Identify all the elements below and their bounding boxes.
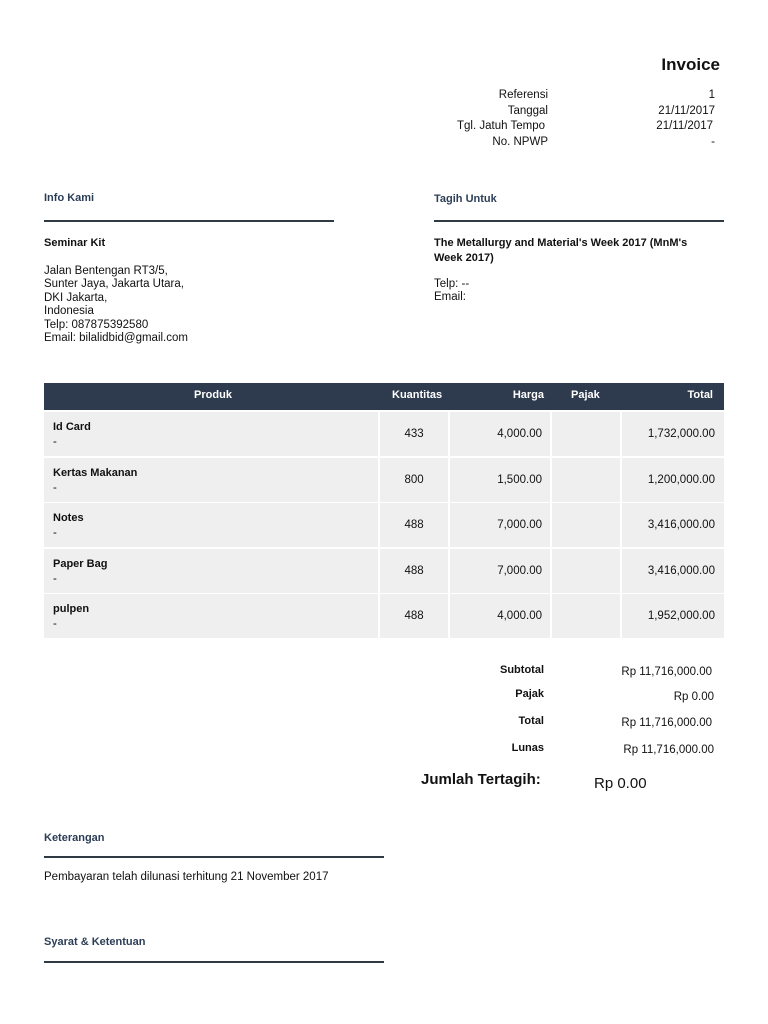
- meta-row-npwp: [420, 135, 720, 151]
- cell-quantity: 488: [380, 549, 448, 593]
- cell-total: 3,416,000.00: [622, 503, 724, 547]
- meta-row-due-date: [420, 119, 720, 135]
- meta-value: 21/11/2017: [656, 120, 713, 132]
- paid-label: Lunas: [511, 742, 544, 754]
- amount-due-value: Rp 0.00: [594, 775, 647, 792]
- total-value: Rp 11,716,000.00: [621, 717, 712, 729]
- address-line: DKI Jakarta,: [44, 291, 108, 304]
- cell-price: 7,000.00: [450, 503, 550, 547]
- cell-product: [44, 594, 378, 638]
- recipient-phone: Telp: --: [434, 278, 470, 290]
- header-price: Harga: [512, 389, 544, 401]
- meta-row-reference: [420, 88, 720, 104]
- meta-value: 21/11/2017: [658, 104, 715, 117]
- cell-quantity: 488: [380, 594, 448, 638]
- sender-email: Email: bilalidbid@gmail.com: [44, 332, 188, 345]
- sender-divider: [44, 220, 334, 222]
- amount-due-label: Jumlah Tertagih:: [421, 771, 541, 788]
- product-desc: -: [53, 481, 57, 494]
- header-product: Produk: [194, 389, 232, 401]
- items-table: [44, 383, 724, 640]
- recipient-name-line: The Metallurgy and Material's Week 2017 (MnM's: [434, 237, 688, 249]
- cell-quantity: 433: [380, 412, 448, 456]
- product-name: pulpen: [53, 603, 90, 615]
- tax-label: Pajak: [515, 688, 544, 700]
- recipient-name: [434, 236, 687, 265]
- product-name: Kertas Makanan: [53, 466, 138, 479]
- cell-price: 4,000.00: [450, 594, 550, 638]
- terms-divider: [44, 961, 384, 963]
- sender-heading: Info Kami: [44, 192, 95, 204]
- subtotal-value: Rp 11,716,000.00: [621, 666, 712, 678]
- cell-total: 3,416,000.00: [622, 549, 724, 593]
- table-row: [44, 412, 724, 458]
- invoice-meta: [420, 88, 720, 150]
- recipient-name-line: Week 2017): [434, 251, 494, 264]
- cell-product: [44, 412, 378, 456]
- product-desc: -: [53, 527, 57, 539]
- header-total: Total: [687, 389, 713, 401]
- tax-value: Rp 0.00: [673, 691, 714, 703]
- cell-total: 1,952,000.00: [622, 594, 724, 638]
- recipient-divider: [434, 220, 724, 222]
- cell-product: [44, 549, 378, 593]
- cell-tax: [552, 503, 620, 547]
- cell-tax: [552, 549, 620, 593]
- meta-label: Tgl. Jatuh Tempo: [456, 120, 545, 132]
- paid-value: Rp 11,716,000.00: [623, 744, 714, 756]
- product-desc: -: [53, 572, 57, 585]
- table-header: [44, 383, 724, 410]
- cell-product: [44, 458, 378, 502]
- cell-price: 4,000.00: [450, 412, 550, 456]
- address-line: Jalan Bentengan RT3/5,: [44, 265, 168, 277]
- notes-text: Pembayaran telah dilunasi terhitung 21 November 2017: [44, 871, 329, 883]
- table-body: [44, 412, 724, 640]
- sender-name: Seminar Kit: [44, 237, 106, 249]
- recipient-email: Email:: [434, 291, 466, 304]
- header-quantity: Kuantitas: [392, 389, 443, 401]
- table-row: [44, 458, 724, 504]
- product-desc: -: [53, 436, 57, 448]
- recipient-heading: Tagih Untuk: [434, 193, 497, 205]
- cell-tax: [552, 458, 620, 502]
- meta-value: 1: [708, 89, 715, 101]
- address-line: Sunter Jaya, Jakarta Utara,: [44, 278, 184, 291]
- meta-label: Tanggal: [507, 104, 548, 117]
- terms-heading: Syarat & Ketentuan: [44, 936, 146, 948]
- cell-total: 1,732,000.00: [622, 412, 724, 456]
- cell-tax: [552, 594, 620, 638]
- notes-heading: Keterangan: [44, 832, 105, 844]
- cell-quantity: 800: [380, 458, 448, 502]
- product-name: Id Card: [53, 421, 91, 433]
- cell-product: [44, 503, 378, 547]
- table-row: [44, 549, 724, 595]
- product-name: Notes: [53, 512, 84, 524]
- product-desc: -: [53, 618, 57, 630]
- sender-phone: Telp: 087875392580: [44, 318, 149, 331]
- meta-row-date: [420, 104, 720, 120]
- address-line: Indonesia: [44, 305, 94, 318]
- cell-total: 1,200,000.00: [622, 458, 724, 502]
- sender-address: [44, 265, 188, 345]
- table-row: [44, 503, 724, 549]
- invoice-title: Invoice: [661, 55, 720, 74]
- table-row: [44, 594, 724, 640]
- product-name: Paper Bag: [53, 557, 108, 570]
- cell-price: 7,000.00: [450, 549, 550, 593]
- header-tax: Pajak: [571, 389, 600, 401]
- cell-tax: [552, 412, 620, 456]
- meta-label: Referensi: [498, 89, 548, 101]
- total-label: Total: [518, 715, 544, 727]
- meta-value: -: [711, 135, 715, 148]
- cell-price: 1,500.00: [450, 458, 550, 502]
- subtotal-label: Subtotal: [500, 664, 544, 676]
- notes-divider: [44, 856, 384, 858]
- cell-quantity: 488: [380, 503, 448, 547]
- meta-label: No. NPWP: [492, 135, 548, 148]
- recipient-contact: [434, 278, 469, 305]
